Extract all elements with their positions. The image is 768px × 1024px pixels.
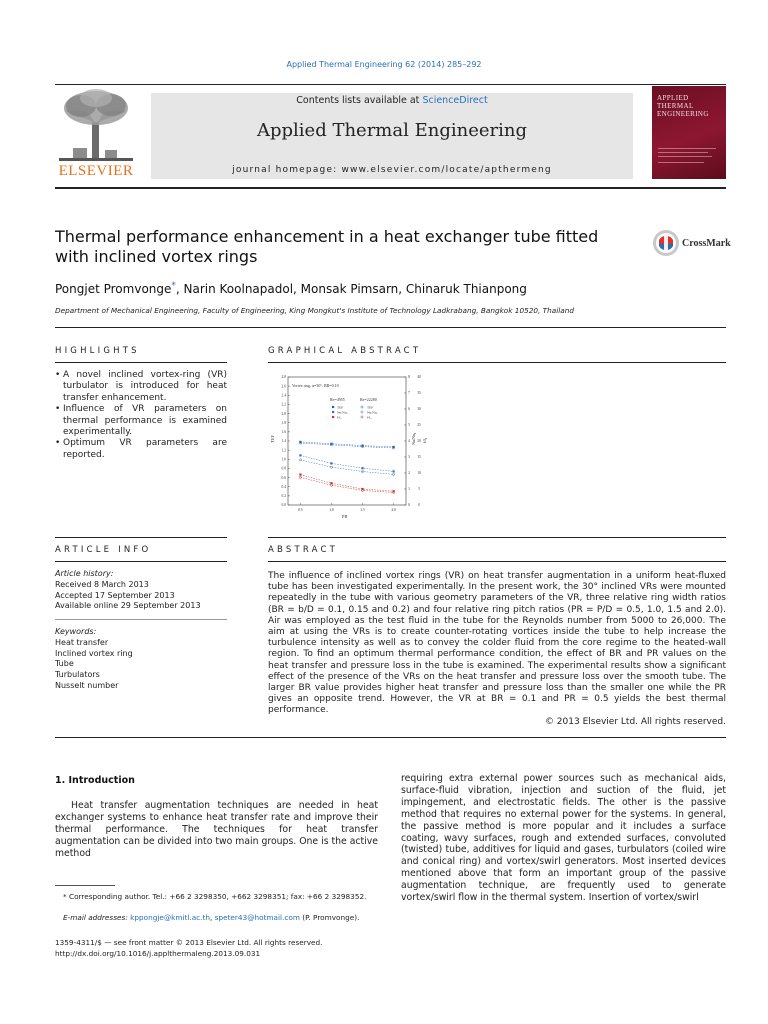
legend-label: f/f₀ xyxy=(367,415,372,420)
paper-title: Thermal performance enhancement in a heat exchanger tube fitted with inclined vortex rings xyxy=(55,227,599,266)
crossmark-badge[interactable] xyxy=(652,228,732,262)
history-online: Available online 29 September 2013 xyxy=(55,601,201,611)
y-tick-label-left: 0.6 xyxy=(281,475,286,480)
y-tick-label-right-1: 3 xyxy=(408,455,410,460)
issn-line: 1359-4311/$ — see front matter © 2013 Elsevier Ltd. All rights reserved. xyxy=(55,938,323,947)
intro-paragraph-right: requiring extra external power sources such as mechanical aids, surface-fluid vibration, injection and suction of the fluid, jet impingement, and electrostatic fields. The other is the passive method that requires no external power for the systems. In general, the passive method is more popular and it includes a surface coating, wavy surfaces, rough and extended surfaces, convoluted (twisted) tube, additives for liquid and gases, turbulators (coiled wire and conical ring) and vortex/swirl generators. Most inserted devices mentioned above that form an important group of the passive augmentation technique, are frequently used to generate vortex/swirl flow in the thermal system. Insertion of vortex/swirl xyxy=(401,773,726,904)
legend-label: Nu/Nu₀ xyxy=(367,410,378,415)
elsevier-wordmark: ELSEVIER xyxy=(58,163,134,179)
data-point-Nu/Nu₀ xyxy=(392,470,394,472)
legend-label: TEF xyxy=(337,405,344,410)
highlight-item: • Influence of VR parameters on thermal performance is examined experimentally. xyxy=(55,404,227,438)
legend-label: TEF xyxy=(367,405,374,410)
x-axis-label: PR xyxy=(342,514,348,519)
y-tick-label-right-2: 10 xyxy=(417,471,421,476)
header-rule-bottom xyxy=(55,187,726,189)
crossmark-label: CrossMark xyxy=(682,238,731,249)
journal-citation[interactable]: Applied Thermal Engineering 62 (2014) 285–292 xyxy=(286,60,482,69)
legend-marker xyxy=(332,416,334,418)
y-tick-label-left: 2.4 xyxy=(281,393,286,398)
y-tick-label-right-1: 7 xyxy=(408,391,410,396)
legend-label: f/f₀ xyxy=(337,415,342,420)
y-tick-label-left: 1.8 xyxy=(281,420,286,425)
x-tick-label: 1.0 xyxy=(329,508,334,512)
email-link-1[interactable]: kppongje@kmitl.ac.th xyxy=(130,913,210,922)
y-tick-label-right-2: 40 xyxy=(417,375,421,380)
highlights-heading: HIGHLIGHTS xyxy=(55,346,140,356)
y-tick-label-left: 2.8 xyxy=(281,375,286,380)
footnote-email: E-mail addresses: kppongje@kmitl.ac.th, speter43@hotmail.com (P. Promvonge). xyxy=(63,913,360,922)
keyword: Tube xyxy=(55,659,74,669)
footnote-rule xyxy=(55,885,115,886)
y-tick-label-right-2: 30 xyxy=(417,407,421,412)
article-history-label: Article history: xyxy=(55,569,114,578)
author-list: Pongjet Promvonge*, Narin Koolnapadol, Monsak Pimsarn, Chinaruk Thianpong xyxy=(55,281,527,296)
y-tick-label-left: 0.8 xyxy=(281,466,286,471)
header-rule-top xyxy=(55,84,726,85)
re-right-label: Re=22280 xyxy=(360,397,377,402)
y-tick-label-left: 1.0 xyxy=(281,457,286,462)
y-ticks-right-2 xyxy=(417,375,421,507)
graphical-abstract-heading: GRAPHICAL ABSTRACT xyxy=(268,346,422,356)
y-tick-label-left: 0.2 xyxy=(281,494,286,499)
legend-label: Nu/Nu₀ xyxy=(337,410,348,415)
y-tick-label-left: 2.0 xyxy=(281,411,286,416)
data-point-Nu/Nu₀ xyxy=(330,462,332,464)
graphical-abstract-chart xyxy=(268,373,428,521)
elsevier-logo xyxy=(55,88,137,180)
doi-link[interactable]: http://dx.doi.org/10.1016/j.applthermaleng.2013.09.031 xyxy=(55,949,261,958)
abstract-heading: ABSTRACT xyxy=(268,545,339,555)
abstract-text: The influence of inclined vortex rings (VR) on heat transfer augmentation in a uniform heat-fluxed tube has been investigated experimentally. In the present work, the 30° inclined VRs were mounted repeatedly in the tube with various geometry parameters of the VR, three relative ring width ratios (BR = b/D = 0.1, 0.15 and 0.2) and four relative ring pitch ratios (PR = P/D = 0.5, 1.0, 1.5 and 2.0). Air was employed as the test fluid in the tube for the Reynolds number from 5000 to 26,000. The aim at using the VRs is to create counter-rotating vortices inside the tube to help increase the turbulence intensity as well as to convey the colder fluid from the core regime to the heated-wall region. To find an optimum thermal performance condition, the effect of BR and PR values on the heat transfer and pressure loss in the tube is examined. The experimental results show a significant effect of the presence of the VRs on the heat transfer and pressure loss over the smooth tube. The larger BR value provides higher heat transfer and pressure loss than the smaller one while the PR gives an opposite trend. However, the VR at BR = 0.1 and PR = 0.5 yields the best thermal performance. xyxy=(268,571,726,716)
graphical-abstract-figure[interactable] xyxy=(268,373,428,521)
abstract-rule xyxy=(268,561,726,562)
contents-line: Contents lists available at ScienceDirect xyxy=(296,95,488,106)
keywords-label: Keywords: xyxy=(55,627,97,636)
y-tick-label-left: 0.4 xyxy=(281,484,286,489)
graphical-abstract-rule xyxy=(268,362,726,363)
keywords-block xyxy=(55,627,227,692)
x-tick-label: 0.5 xyxy=(298,508,303,512)
y-tick-label-left: 1.2 xyxy=(281,448,286,453)
cover-line xyxy=(658,148,716,149)
y-tick-label-left: 0.0 xyxy=(281,503,286,508)
affiliation: Department of Mechanical Engineering, Faculty of Engineering, King Mongkut's Institute of Technology Ladkrabang, Bangkok 10520, Thailand xyxy=(55,306,574,315)
history-accepted: Accepted 17 September 2013 xyxy=(55,590,175,600)
section-rule xyxy=(55,327,726,328)
journal-cover-thumbnail[interactable] xyxy=(652,86,726,179)
journal-homepage[interactable]: journal homepage: www.elsevier.com/locate/apthermeng xyxy=(232,165,552,175)
y-tick-label-left: 2.2 xyxy=(281,402,286,407)
tree-icon xyxy=(55,88,137,164)
highlights-list xyxy=(55,370,227,461)
y-tick-label-left: 2.6 xyxy=(281,384,286,389)
sciencedirect-link[interactable]: ScienceDirect xyxy=(422,95,488,106)
x-tick-label: 2.0 xyxy=(391,508,396,512)
y-tick-label-right-1: 1 xyxy=(408,487,410,492)
keyword: Turbulators xyxy=(55,670,100,680)
y-axis-label-left: TEF xyxy=(270,434,275,443)
legend-marker xyxy=(332,406,334,408)
cover-title: APPLIED THERMAL ENGINEERING xyxy=(657,94,709,118)
article-info-heading: ARTICLE INFO xyxy=(55,545,152,555)
crossmark-icon xyxy=(652,228,680,260)
section-heading-introduction: 1. Introduction xyxy=(55,775,135,786)
legend-marker xyxy=(332,411,334,413)
intro-paragraph-left: Heat transfer augmentation techniques are needed in heat exchanger systems to enhance heat transfer rate and improve their thermal performance. The techniques for heat transfer augmentation can be divided into two main groups. One is the active method xyxy=(55,800,378,859)
highlight-item: • A novel inclined vortex-ring (VR) turbulator is introduced for heat transfer enhancement. xyxy=(55,370,227,404)
y-axis-label-right-1: Nu/Nu₀ xyxy=(411,432,416,445)
x-tick-label: 1.5 xyxy=(360,508,365,512)
data-point-Nu/Nu₀ xyxy=(299,454,301,456)
keyword: Heat transfer xyxy=(55,637,109,647)
cover-line xyxy=(658,156,712,157)
article-history xyxy=(55,569,227,612)
y-tick-label-right-1: 6 xyxy=(408,407,410,412)
y-tick-label-right-1: 4 xyxy=(408,439,410,444)
y-tick-label-right-1: 2 xyxy=(408,471,410,476)
abstract-copyright: © 2013 Elsevier Ltd. All rights reserved. xyxy=(544,717,726,727)
highlights-rule xyxy=(55,362,227,363)
y-tick-label-right-2: 0 xyxy=(418,503,420,508)
article-info-rule xyxy=(55,561,227,562)
footnote-corresponding: * Corresponding author. Tel.: +66 2 3298350, +662 3298351; fax: +66 2 3298352. xyxy=(63,892,367,901)
history-received: Received 8 March 2013 xyxy=(55,579,149,589)
y-axis-label-right-2: f/f₀ xyxy=(422,437,427,443)
data-point-f/f₀ xyxy=(299,474,301,476)
y-tick-label-right-1: 5 xyxy=(408,423,410,428)
y-tick-label-right-2: 35 xyxy=(417,391,421,396)
y-tick-label-left: 1.6 xyxy=(281,430,286,435)
re-left-label: Re=4955 xyxy=(330,397,345,402)
y-tick-label-right-2: 20 xyxy=(417,439,421,444)
article-info-top-rule xyxy=(55,537,227,538)
email-link-2[interactable]: speter43@hotmail.com xyxy=(214,913,300,922)
highlight-item: • Optimum VR parameters are reported. xyxy=(55,438,227,461)
cover-line xyxy=(658,162,704,163)
cover-line xyxy=(658,152,708,153)
keyword: Nusselt number xyxy=(55,680,119,690)
y-tick-label-right-2: 15 xyxy=(417,455,421,460)
journal-masthead xyxy=(151,93,633,179)
corresponding-author-mark[interactable]: * xyxy=(171,281,176,291)
abstract-top-rule xyxy=(268,537,726,538)
plot-title: Vortex ring, α=30°, BR=0.10 xyxy=(292,383,339,388)
plot-frame xyxy=(288,377,406,505)
keyword: Inclined vortex ring xyxy=(55,648,133,658)
front-matter-rule xyxy=(55,737,726,738)
y-tick-label-right-2: 5 xyxy=(418,487,420,492)
y-tick-label-right-2: 25 xyxy=(417,423,421,428)
data-point-Nu/Nu₀ xyxy=(361,467,363,469)
y-tick-label-left: 1.4 xyxy=(281,439,286,444)
keywords-rule xyxy=(55,619,227,620)
journal-title: Applied Thermal Engineering xyxy=(257,120,527,141)
y-tick-label-right-1: 0 xyxy=(408,503,410,508)
y-tick-label-right-1: 8 xyxy=(408,375,410,380)
